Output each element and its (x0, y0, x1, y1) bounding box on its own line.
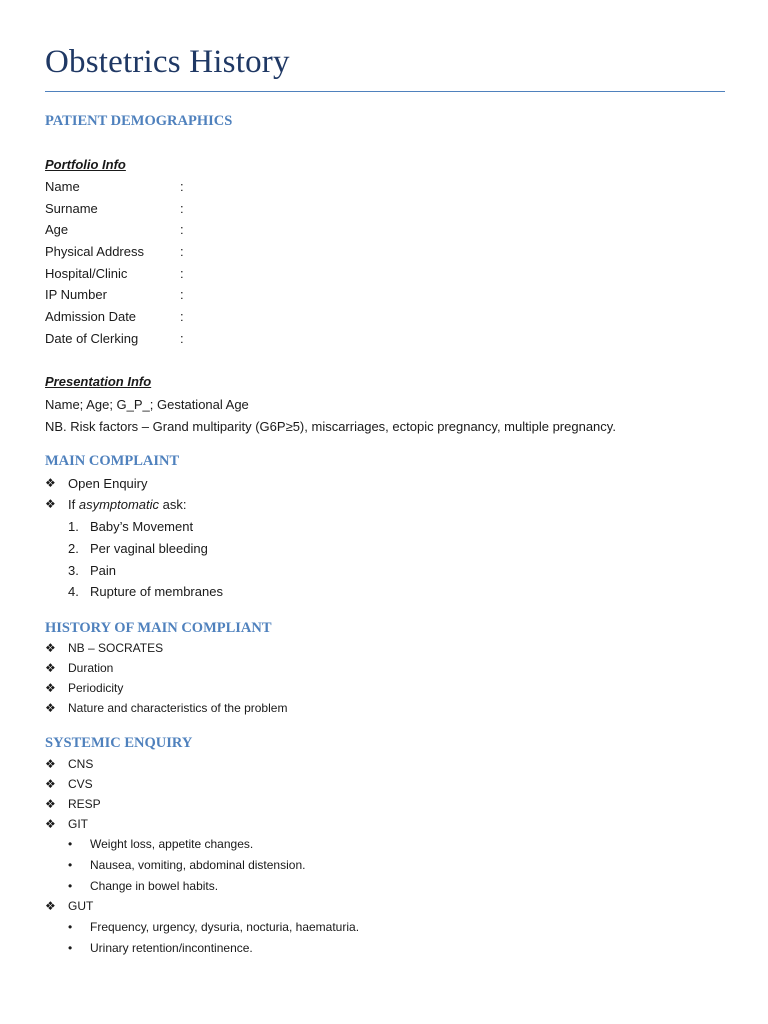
field-colon: : (180, 201, 184, 216)
item-text: Per vaginal bleeding (90, 541, 208, 556)
field-label-physical-address: Physical Address (45, 244, 144, 259)
field-label-age: Age (45, 222, 69, 237)
heading-history-of-main-complaint: HISTORY OF MAIN COMPLIANT (45, 620, 272, 636)
item-number: 2. (68, 541, 79, 556)
field-label-surname: Surname (45, 201, 98, 216)
document-title: Obstetrics History (45, 44, 290, 80)
if-prefix: If (68, 497, 79, 512)
field-colon: : (180, 331, 184, 346)
field-colon: : (180, 266, 184, 281)
list-item-text: RESP (68, 797, 101, 811)
item-number: 3. (68, 563, 79, 578)
field-colon: : (180, 244, 184, 259)
field-colon: : (180, 309, 184, 324)
list-item-text: Periodicity (68, 681, 124, 695)
dot-bullet-icon: • (68, 920, 73, 934)
presentation-risk-factors: NB. Risk factors – Grand multiparity (G6P≥5), miscarriages, ectopic pregnancy, multiple pregnancy. (45, 419, 616, 434)
list-item-text: GIT (68, 817, 88, 831)
title-underline (45, 91, 725, 92)
diamond-bullet-icon: ❖ (45, 661, 56, 675)
sub-list-item-text: Change in bowel habits. (90, 879, 219, 893)
field-label-hospital-clinic: Hospital/Clinic (45, 266, 128, 281)
heading-systemic-enquiry: SYSTEMIC ENQUIRY (45, 735, 193, 751)
field-colon: : (180, 179, 184, 194)
item-text: Baby’s Movement (90, 519, 194, 534)
sub-list-item-text: Weight loss, appetite changes. (90, 837, 254, 851)
item-text: Rupture of membranes (90, 584, 223, 599)
diamond-bullet-icon: ❖ (45, 899, 56, 913)
field-colon: : (180, 222, 184, 237)
item-number: 1. (68, 519, 79, 534)
diamond-bullet-icon: ❖ (45, 641, 56, 655)
diamond-bullet-icon: ❖ (45, 497, 56, 511)
dot-bullet-icon: • (68, 837, 73, 851)
heading-main-complaint: MAIN COMPLAINT (45, 453, 180, 469)
item-number: 4. (68, 584, 79, 599)
diamond-bullet-icon: ❖ (45, 797, 56, 811)
field-label-ip-number: IP Number (45, 287, 107, 302)
heading-patient-demographics: PATIENT DEMOGRAPHICS (45, 113, 233, 129)
list-item-text: Duration (68, 661, 114, 675)
list-item-text: NB – SOCRATES (68, 641, 164, 655)
dot-bullet-icon: • (68, 858, 73, 872)
list-item-text (68, 497, 187, 512)
diamond-bullet-icon: ❖ (45, 757, 56, 771)
field-label-date-of-clerking: Date of Clerking (45, 331, 139, 346)
asymptomatic-emphasis: asymptomatic (78, 497, 160, 512)
diamond-bullet-icon: ❖ (45, 701, 56, 715)
list-item-text: CNS (68, 757, 94, 771)
field-label-name: Name (45, 179, 80, 194)
diamond-bullet-icon: ❖ (45, 476, 56, 490)
if-suffix: ask: (159, 497, 187, 512)
field-label-admission-date: Admission Date (45, 309, 137, 324)
diamond-bullet-icon: ❖ (45, 817, 56, 831)
dot-bullet-icon: • (68, 879, 73, 893)
diamond-bullet-icon: ❖ (45, 777, 56, 791)
list-item-text: Open Enquiry (68, 476, 148, 491)
list-item-text: GUT (68, 899, 94, 913)
presentation-line-1: Name; Age; G_P_; Gestational Age (45, 397, 249, 412)
presentation-info-heading: Presentation Info (45, 374, 152, 389)
field-colon: : (180, 287, 184, 302)
portfolio-info-heading: Portfolio Info (45, 157, 126, 172)
list-item-text: Nature and characteristics of the problem (68, 701, 288, 715)
list-item-text: CVS (68, 777, 93, 791)
item-text: Pain (90, 563, 117, 578)
sub-list-item-text: Urinary retention/incontinence. (90, 941, 253, 955)
diamond-bullet-icon: ❖ (45, 681, 56, 695)
sub-list-item-text: Frequency, urgency, dysuria, nocturia, haematuria. (90, 920, 360, 934)
sub-list-item-text: Nausea, vomiting, abdominal distension. (90, 858, 306, 872)
dot-bullet-icon: • (68, 941, 73, 955)
